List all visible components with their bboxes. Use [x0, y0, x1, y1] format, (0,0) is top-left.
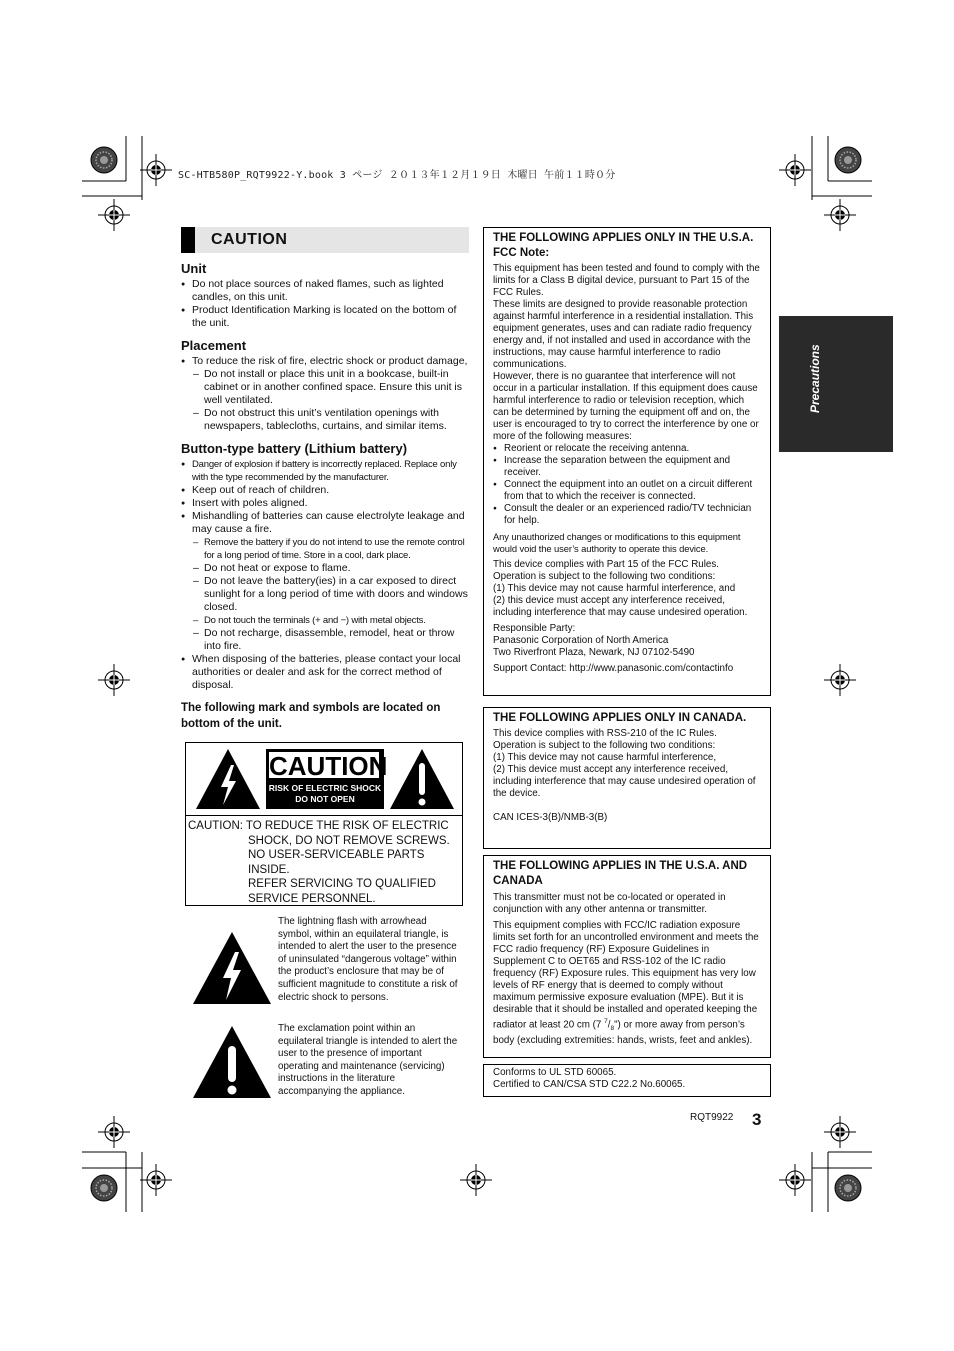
label-line: REFER SERVICING TO QUALIFIED — [248, 878, 436, 890]
risk-line-1: RISK OF ELECTRIC SHOCK — [268, 783, 382, 793]
label-caution-text — [188, 819, 450, 906]
battery-sublist — [181, 536, 469, 653]
list-item: ● Reorient or relocate the receiving antenna. — [493, 443, 762, 455]
placement-list — [181, 355, 469, 368]
list-item: ● Product Identification Marking is located on the bottom of the unit. — [181, 304, 469, 330]
fraction-numerator: 7 — [604, 1018, 608, 1025]
battery-list-last — [181, 653, 469, 692]
lightning-explanation: The lightning flash with arrowhead symbol, within an equilateral triangle, is intended to alert the user to the presence of uninsulated “dangerous voltage” within the product’s enclosure that may be of sufficient magnitude to constitute a risk of electric shock to persons. — [278, 916, 458, 1003]
list-item: – Do not heat or expose to flame. — [192, 562, 469, 575]
caution-bar-block — [181, 227, 195, 253]
usa-paragraph: However, there is no guarantee that interference will not occur in a particular installation. If this equipment does cause harmful interference to radio or television reception, which can be determined by turning the equipment off and on, the user is encouraged to try to correct the interference by one or more of the following measures: — [493, 371, 759, 442]
list-item: ● Increase the separation between the equipment and receiver. — [493, 455, 762, 479]
exclamation-symbol-icon — [191, 1024, 273, 1100]
label-line: SHOCK, DO NOT REMOVE SCREWS. — [248, 834, 450, 847]
side-tab-label: Precautions — [808, 344, 822, 413]
page-number: 3 — [752, 1110, 762, 1129]
canada-line: This device complies with RSS-210 of the IC Rules. — [493, 728, 717, 739]
lightning-triangle-icon — [194, 747, 262, 811]
list-item: – Do not obstruct this unit’s ventilation openings with newspapers, tablecloths, curtains, and similar items. — [192, 407, 469, 433]
mark-note: The following mark and symbols are located on bottom of the unit. — [181, 702, 441, 730]
usa-paragraph: (1) This device may not cause harmful interference, and — [493, 583, 736, 594]
exclamation-triangle-icon — [388, 747, 456, 811]
usa-measures-list — [493, 443, 762, 527]
document-code: RQT9922 — [690, 1112, 734, 1123]
exclamation-explanation: The exclamation point within an equilateral triangle is intended to alert the user to the presence of important operating and maintenance (servicing) instructions in the literature accompanying the appliance. — [278, 1023, 458, 1097]
usa-canada-title: THE FOLLOWING APPLIES IN THE U.S.A. AND CANADA — [493, 860, 748, 887]
conformance-box — [483, 1064, 771, 1097]
lightning-symbol-icon — [191, 930, 273, 1006]
list-item: ● Mishandling of batteries can cause electrolyte leakage and may cause a fire. — [181, 510, 469, 536]
usa-box — [483, 227, 771, 696]
list-item: – Do not touch the terminals (+ and −) with metal objects. — [192, 614, 469, 627]
usa-paragraph: Any unauthorized changes or modifications to this equipment would void the user’s authority to operate this device. — [493, 531, 741, 554]
responsible-party-address: Two Riverfront Plaza, Newark, NJ 07102-5490 — [493, 647, 695, 658]
risk-line-2: DO NOT OPEN — [295, 794, 355, 804]
exposure-text-a: This equipment complies with FCC/IC radiation exposure limits set forth for an uncontrolled environment and meets the FCC radio frequency (RF) Exposure Guidelines in Supplement C to OET65 and RSS-102 of the IC radio frequency (RF) Exposure rules. This equipment has very low levels of RF energy that is deemed to comply without maximum permissive exposure evaluation (MPE). But it is desirable that it should be installed and operated keeping the radiator at least 20 cm (7 — [493, 920, 759, 1031]
fcc-note-heading: FCC Note: — [493, 247, 550, 259]
placement-heading: Placement — [181, 338, 247, 353]
list-item: ● Connect the equipment into an outlet on a circuit different from that to which the receiver is connected. — [493, 479, 762, 503]
precautions-side-tab — [779, 316, 893, 452]
responsible-party-label: Responsible Party: — [493, 623, 576, 634]
caution-label-word: CAUTION — [269, 751, 388, 781]
support-contact: Support Contact: http://www.panasonic.com/contactinfo — [493, 663, 734, 674]
list-item: ● Insert with poles aligned. — [181, 497, 469, 510]
list-item: – Do not leave the battery(ies) in a car exposed to direct sunlight for a long period of time with doors and windows closed. — [192, 575, 469, 614]
conform-line: Certified to CAN/CSA STD C22.2 No.60065. — [493, 1079, 686, 1090]
list-item: ● When disposing of the batteries, please contact your local authorities or dealer and ask for the correct method of disposal. — [181, 653, 469, 692]
canada-box — [483, 707, 771, 849]
list-item: ● Do not place sources of naked flames, such as lighted candles, on this unit. — [181, 278, 469, 304]
usa-paragraph: (2) this device must accept any interference received, including interference that may cause undesired operation. — [493, 595, 748, 618]
caution-label-box — [185, 742, 463, 906]
list-item: – Remove the battery if you do not intend to use the remote control for a long period of time. Store in a cool, dark place. — [192, 536, 469, 562]
usa-paragraph: This device complies with Part 15 of the FCC Rules. — [493, 559, 719, 570]
canada-line: (1) This device may not cause harmful interference, — [493, 752, 717, 763]
usa-canada-paragraph: This transmitter must not be co-located or operated in conjunction with any other antenna or transmitter. — [493, 892, 726, 915]
risk-text — [266, 783, 384, 805]
usa-canada-box — [483, 855, 771, 1058]
book-header-line: SC-HTB580P_RQT9922-Y.book 3 ページ ２０１３年１２月１９日 木曜日 午前１１時０分 — [178, 170, 616, 181]
battery-list — [181, 458, 469, 536]
responsible-party-name: Panasonic Corporation of North America — [493, 635, 669, 646]
ices-line: CAN ICES-3(B)/NMB-3(B) — [493, 812, 608, 823]
label-top — [186, 743, 462, 816]
canada-line: Operation is subject to the following two conditions: — [493, 740, 716, 751]
usa-paragraph: These limits are designed to provide reasonable protection against harmful interference in a residential installation. This equipment generates, uses and can radiate radio frequency energy and, if not installed and used in accordance with the instructions, may cause harmful interference to radio communications. — [493, 299, 754, 370]
label-line: SERVICE PERSONNEL. — [248, 892, 376, 905]
caution-label — [266, 749, 388, 809]
usa-canada-paragraph: This equipment complies with FCC/IC radiation exposure limits set forth for an uncontrolled environment and meets the FCC radio frequency (RF) Exposure Guidelines in Supplement C to OET65 and RSS-102 of the IC radio frequency (RF) Exposure rules. This equipment has very low levels of RF energy that is deemed to comply without maximum permissive exposure evaluation (MPE). But it is desirable that it should be installed and operated keeping the radiator at least 20 cm (7 $^7/_8$") or more away from person’s body (excluding extremities: hands, wrists, feet and ankles). — [493, 920, 759, 1047]
list-item: ● Consult the dealer or an experienced radio/TV technician for help. — [493, 503, 762, 527]
list-item: ● Danger of explosion if battery is incorrectly replaced. Replace only with the type recommended by the manufacturer. — [181, 458, 469, 484]
battery-heading: Button-type battery (Lithium battery) — [181, 441, 408, 456]
list-item: ● To reduce the risk of fire, electric shock or product damage, — [181, 355, 469, 368]
left-column — [181, 227, 469, 732]
list-item: ● Keep out of reach of children. — [181, 484, 469, 497]
unit-list — [181, 278, 469, 330]
unit-heading: Unit — [181, 261, 207, 276]
usa-paragraph: This equipment has been tested and found to comply with the limits for a Class B digital device, pursuant to Part 15 of the FCC Rules. — [493, 263, 760, 298]
conform-line: Conforms to UL STD 60065. — [493, 1067, 617, 1078]
list-item: – Do not recharge, disassemble, remodel, heat or throw into fire. — [192, 627, 469, 653]
usa-paragraph: Operation is subject to the following two conditions: — [493, 571, 716, 582]
label-line: INSIDE. — [248, 863, 290, 876]
list-item: – Do not install or place this unit in a bookcase, built-in cabinet or in another confined space. Ensure this unit is well ventilated. — [192, 368, 469, 407]
label-line: CAUTION: TO REDUCE THE RISK OF ELECTRIC — [188, 820, 449, 832]
fraction-denominator: 8 — [610, 1025, 615, 1033]
placement-sublist — [181, 368, 469, 433]
caution-heading-bar — [181, 227, 469, 253]
caution-title: CAUTION — [211, 231, 288, 248]
usa-title: THE FOLLOWING APPLIES ONLY IN THE U.S.A. — [493, 232, 754, 244]
canada-line: (2) This device must accept any interference received, including interference that may cause undesired operation of the device. — [493, 764, 756, 799]
label-line: NO USER-SERVICEABLE PARTS — [248, 849, 425, 861]
canada-title: THE FOLLOWING APPLIES ONLY IN CANADA. — [493, 712, 747, 724]
exposure-text-b: ") or more away from person’s body (excluding extremities: hands, wrists, feet and ankles). — [493, 1019, 753, 1047]
